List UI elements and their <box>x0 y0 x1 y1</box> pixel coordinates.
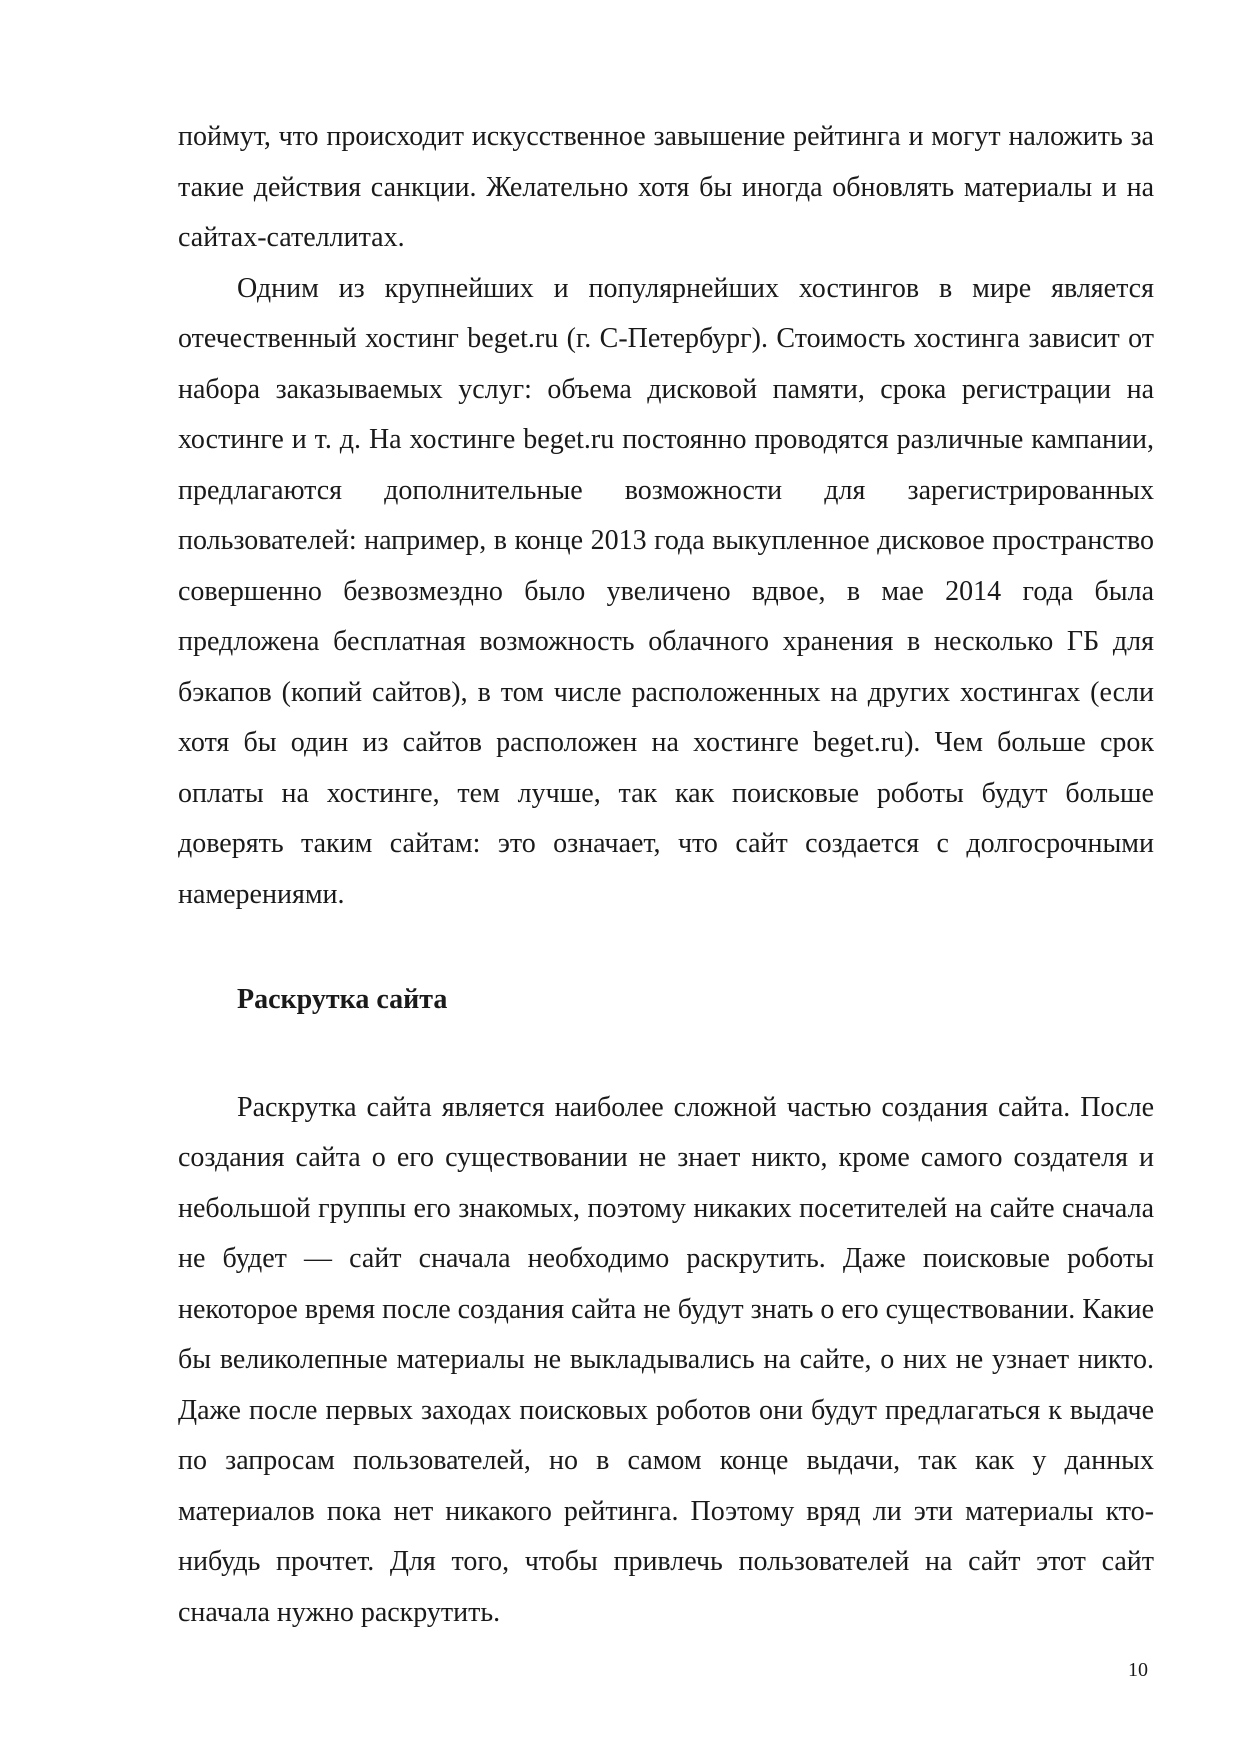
document-page <box>178 112 1154 1638</box>
spacer <box>178 1026 1154 1083</box>
paragraph-promotion: Раскрутка сайта является наиболее сложной частью создания сайта. После создания сайта о его существовании не знает никто, кроме самого создателя и небольшой группы его знакомых, поэтому никаких посетителей на сайте сначала не будет — сайт сначала необходимо раскрутить. Даже поисковые роботы некоторое время после создания сайта не будут знать о его существовании. Какие бы великолепные материалы не выкладывались на сайте, о них не узнает никто. Даже после первых заходах поисковых роботов они будут предлагаться к выдаче по запросам пользователей, но в самом конце выдачи, так как у данных материалов пока нет никакого рейтинга. Поэтому вряд ли эти материалы кто-нибудь прочтет. Для того, чтобы привлечь пользователей на сайт этот сайт сначала нужно раскрутить. <box>178 1091 1155 1628</box>
page-number: 10 <box>1128 1659 1148 1681</box>
spacer <box>178 920 1154 975</box>
paragraph-continuation: поймут, что происходит искусственное завышение рейтинга и могут наложить за такие действия санкции. Желательно хотя бы иногда обновлять материалы и на сайтах-сателлитах. <box>178 121 1154 253</box>
section-heading: Раскрутка сайта <box>237 984 448 1015</box>
paragraph-hosting: Одним из крупнейших и популярнейших хостингов в мире является отечественный хостинг beget.ru (г. С-Петербург). Стоимость хостинга зависит от набора заказываемых услуг: объема дисковой памяти, срока регистрации на хостинге и т. д. На хостинге beget.ru постоянно проводятся различные кампании, предлагаются дополнительные возможности для зарегистрированных пользователей: например, в конце 2013 года выкупленное дисковое пространство совершенно безвозмездно было увеличено вдвое, в мае 2014 года была предложена бесплатная возможность облачного хранения в несколько ГБ для бэкапов (копий сайтов), в том числе расположенных на других хостингах (если хотя бы один из сайтов расположен на хостинге beget.ru). Чем больше срок оплаты на хостинге, тем лучше, так как поисковые роботы будут больше доверять таким сайтам: это означает, что сайт создается с долгосрочными намерениями. <box>178 272 1154 910</box>
